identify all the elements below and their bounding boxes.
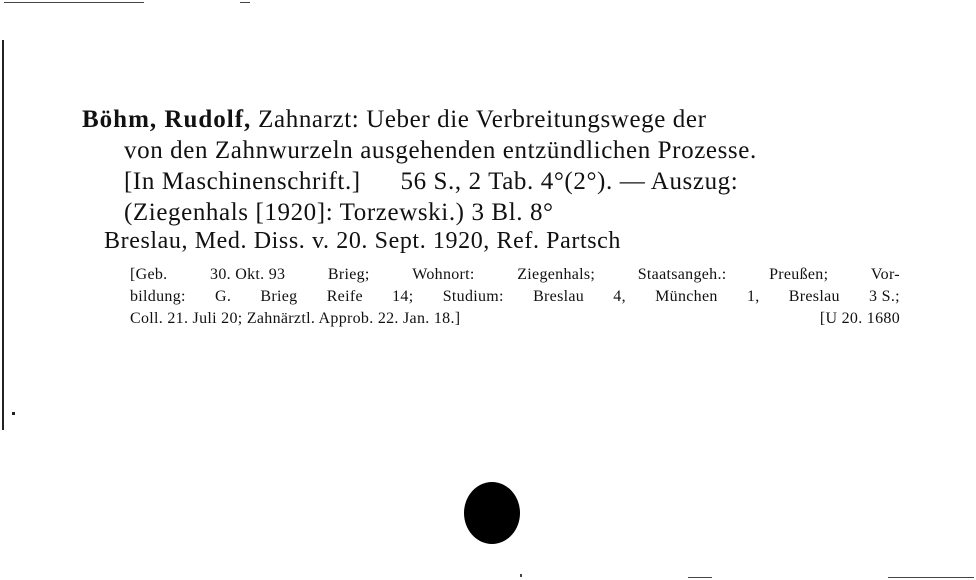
- note-word: Ziegenhals;: [517, 266, 596, 283]
- title-part-1: Ueber die Verbreitungswege der: [366, 106, 707, 133]
- note-word: 1,: [746, 288, 760, 305]
- scan-edge-mark-top: [240, 2, 250, 3]
- note-word: Breslau: [788, 288, 840, 305]
- entry-line-4: [82, 197, 902, 228]
- dash: —: [619, 168, 646, 195]
- note-word: G.: [215, 288, 232, 305]
- notes-line-2: [130, 286, 900, 308]
- note-word: 30. Okt. 93: [210, 266, 286, 283]
- scan-speck-bottom: [520, 574, 522, 577]
- note-word: Reife: [326, 288, 363, 305]
- note-word: Wohnort:: [412, 266, 475, 283]
- note-word: bildung:: [130, 288, 186, 305]
- scan-edge-line-top: [4, 2, 144, 3]
- bibliographic-entry: [82, 104, 902, 228]
- notes-line-3-text: Coll. 21. Juli 20; Zahnärztl. Approb. 22. Jan. 18.]: [130, 310, 461, 327]
- note-word: Brieg: [260, 288, 298, 305]
- note-word: Vor-: [870, 266, 900, 283]
- note-word: 14;: [392, 288, 414, 305]
- table-count: 2 Tab.: [468, 168, 534, 195]
- scan-edge-line-left: [2, 40, 4, 430]
- author-profession: Zahnarzt:: [258, 106, 360, 133]
- note-word: Preußen;: [769, 266, 829, 283]
- excerpt-leaves: 3 Bl.: [471, 199, 524, 226]
- scan-edge-line-bottom: [888, 577, 974, 578]
- note-word: Studium:: [442, 288, 504, 305]
- note-word: Brieg;: [327, 266, 370, 283]
- excerpt-format: 8°: [529, 199, 554, 226]
- note-word: [Geb.: [130, 266, 168, 283]
- note-word: Breslau: [533, 288, 585, 305]
- notes-line-3: [130, 308, 900, 330]
- excerpt-detail: (Ziegenhals [1920]: Torzewski.): [124, 199, 465, 226]
- punch-hole: [464, 482, 520, 544]
- entry-line-3: [82, 166, 902, 197]
- page-count: 56 S.,: [400, 168, 462, 195]
- note-word: München: [655, 288, 718, 305]
- form-note: [In Maschinenschrift.]: [124, 168, 361, 195]
- notes-line-1: [130, 264, 900, 286]
- dissertation-line: Breslau, Med. Diss. v. 20. Sept. 1920, Ref. Partsch: [104, 228, 621, 254]
- note-word: 3 S.;: [869, 288, 900, 305]
- title-part-2: von den Zahnwurzeln ausgehenden entzündlichen Prozesse.: [124, 137, 757, 164]
- note-word: 4,: [613, 288, 626, 305]
- format: 4°(2°).: [540, 168, 613, 195]
- entry-line-1: [82, 104, 902, 135]
- author-name: Böhm, Rudolf,: [82, 106, 252, 133]
- scan-edge-mark-bottom: [688, 577, 712, 578]
- scan-speck-left: [12, 412, 15, 415]
- note-word: Staatsangeh.:: [637, 266, 727, 283]
- entry-line-2: [82, 135, 902, 166]
- biographical-notes: [130, 264, 900, 330]
- excerpt-label: Auszug:: [650, 168, 739, 195]
- shelf-number: [U 20. 1680: [819, 310, 900, 327]
